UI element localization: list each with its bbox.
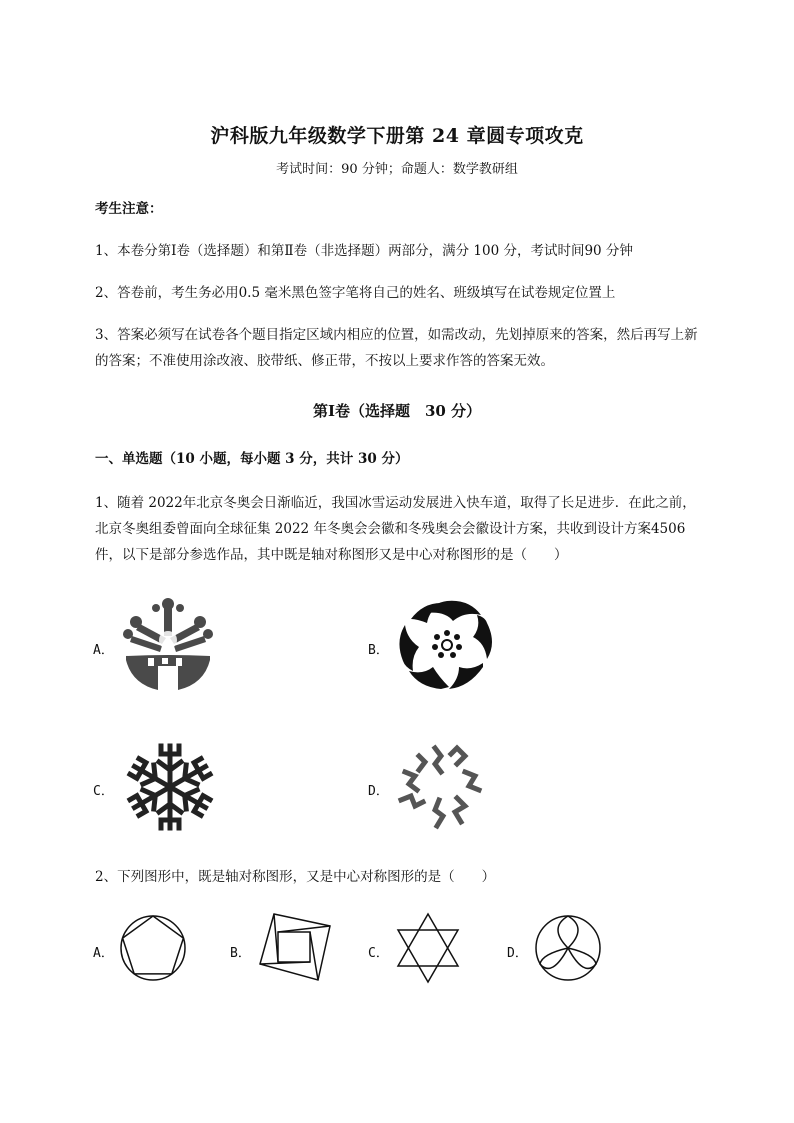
notice-item-1: 1、本卷分第Ⅰ卷（选择题）和第Ⅱ卷（非选择题）两部分，满分 100 分，考试时间90 分钟 — [95, 243, 633, 259]
q1-option-b-label: B． — [368, 643, 389, 658]
q1-option-d-label: D． — [368, 784, 389, 799]
question-1-line-2: 北京冬奥组委曾面向全球征集 2022 年冬奥会会徽和冬残奥会会徽设计方案，共收到设计方案4506 — [95, 521, 686, 537]
notice-heading: 考生注意： — [95, 201, 163, 217]
question-2-text: 2、下列图形中，既是轴对称图形，又是中心对称图形的是（ ） — [95, 869, 496, 885]
notice-item-3: 3、答案必须写在试卷各个题目指定区域内相应的位置，如需改动，先划掉原来的答案，然后再写上新 — [95, 327, 698, 343]
scattered-glyph-logo-icon — [395, 742, 487, 830]
notice-item-3-cont: 的答案；不准使用涂改液、胶带纸、修正带，不按以上要求作答的答案无效。 — [95, 353, 554, 369]
q1-option-c-label: C． — [93, 784, 114, 799]
exam-info: 考试时间：90 分钟；命题人：数学教研组 — [276, 162, 518, 177]
circle-three-arcs-icon — [534, 914, 602, 982]
swirl-flower-logo-icon — [397, 597, 497, 693]
star-of-david-icon — [394, 912, 462, 984]
circle-pentagon-icon — [119, 914, 187, 982]
q2-option-c-label: C． — [368, 946, 389, 961]
q1-option-a-label: A． — [93, 643, 114, 658]
section-heading: 第Ⅰ卷（选择题 30 分） — [312, 402, 482, 420]
snowflake-logo-icon — [123, 740, 217, 834]
q2-option-b-label: B． — [230, 946, 251, 961]
notice-item-2: 2、答卷前，考生务必用0.5 毫米黑色签字笔将自己的姓名、班级填写在试卷规定位置上 — [95, 285, 616, 301]
snowflake-great-wall-logo-icon — [118, 594, 218, 694]
part-heading: 一、单选题（10 小题，每小题 3 分，共计 30 分） — [95, 451, 409, 467]
question-1-line-1: 1、随着 2022年北京冬奥会日渐临近，我国冰雪运动发展进入快车道，取得了长足进步．在此之前， — [95, 495, 696, 511]
page-title: 沪科版九年级数学下册第 24 章圆专项攻克 — [210, 125, 584, 147]
question-1-line-3: 件，以下是部分参选作品，其中既是轴对称图形又是中心对称图形的是（ ） — [95, 547, 568, 563]
q2-option-a-label: A． — [93, 946, 114, 961]
q2-option-d-label: D． — [507, 946, 528, 961]
square-pinwheel-icon — [256, 912, 332, 982]
